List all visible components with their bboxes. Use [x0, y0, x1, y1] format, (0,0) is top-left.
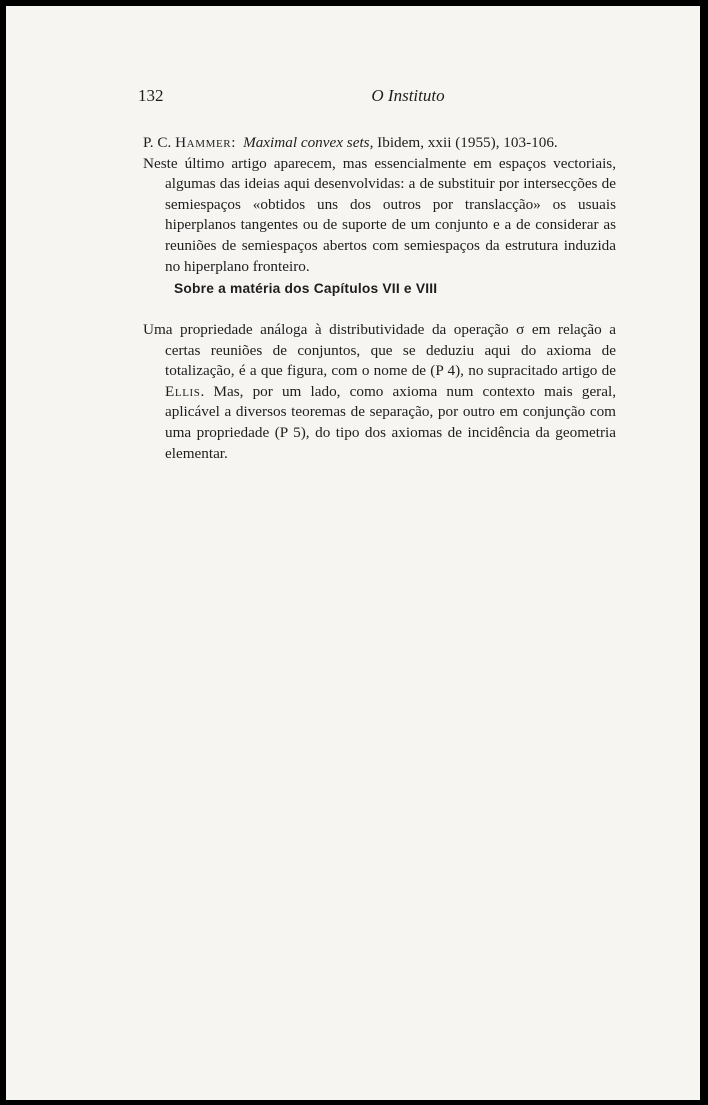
- page-header: [138, 86, 616, 110]
- body-paragraph: [143, 320, 616, 464]
- reference-citation: [143, 133, 616, 154]
- reference-title: Maximal convex sets,: [243, 134, 374, 151]
- cited-author: Ellis: [165, 382, 201, 400]
- author-initials: P. C.: [143, 134, 172, 151]
- bibliography-entry: [143, 133, 616, 277]
- paragraph-text-end: . Mas, por um lado, como axioma num contexto mais geral, aplicável a diversos teoremas de separação, por outro em conjunção com uma propriedade (P 5), do tipo dos axiomas de incidência da geometria elementar.: [165, 382, 616, 462]
- citation-colon: :: [231, 134, 236, 151]
- reference-annotation: Neste último artigo aparecem, mas essencialmente em espaços vectoriais, algumas das ideias aqui desenvolvidas: a de substituir por intersecções de semiespaços «obtidos uns dos outros por translacção» os usuais hiperplanos tangentes ou de suporte de um conjunto e a de considerar as reuniões de semiespaços abertos com semiespaços da estrutura induzida no hiperplano fronteiro.: [143, 154, 616, 275]
- document-page: [6, 6, 700, 1100]
- paragraph-text-start: Uma propriedade análoga à distributividade da operação σ em relação a certas reuniões de conjuntos, que se deduziu aqui do axioma de totalização, é a que figura, com o nome de (P 4), no supracitado artigo de: [143, 321, 616, 380]
- page-number: 132: [138, 86, 164, 105]
- running-title: O Instituto: [371, 86, 445, 105]
- reference-source: Ibidem, xxii (1955), 103-106.: [377, 134, 558, 151]
- section-heading: Sobre a matéria dos Capítulos VII e VIII: [174, 281, 438, 296]
- author-surname: Hammer: [175, 134, 232, 151]
